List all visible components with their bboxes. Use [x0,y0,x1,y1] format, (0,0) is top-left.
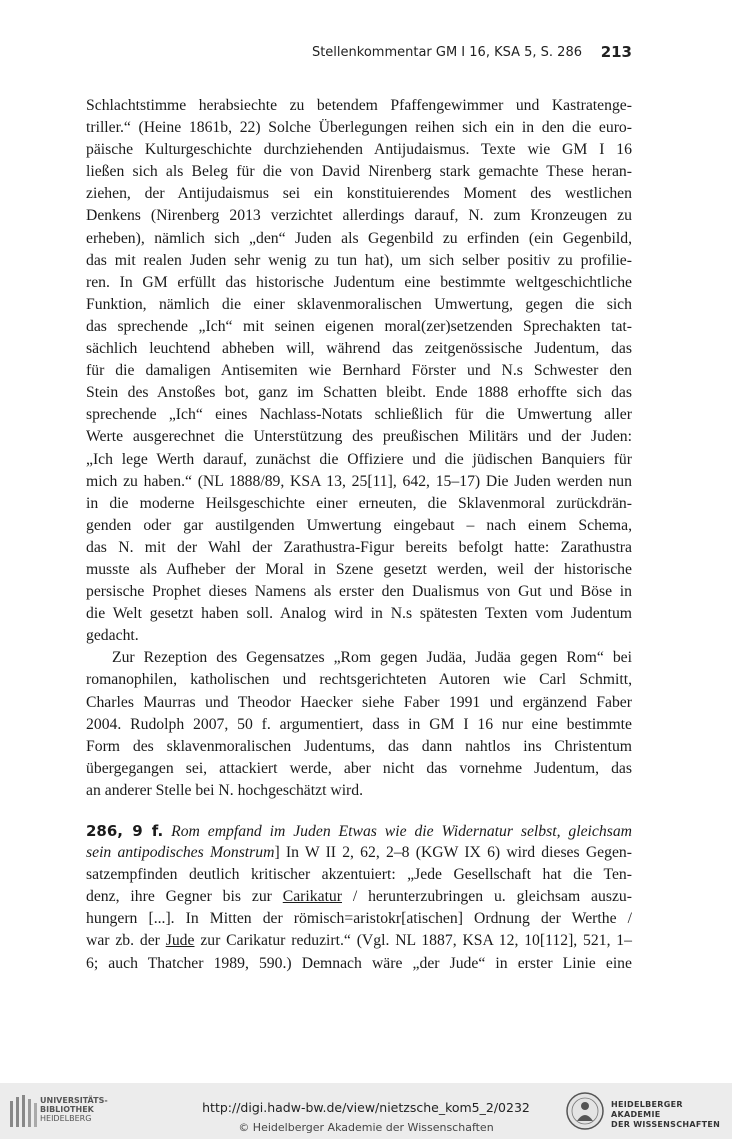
text-line: ließen sich als Beleg für die von David Nirenberg stark gemachte These heran- [86,163,632,181]
paragraph-commentary [86,95,632,647]
text-line: Zur Rezeption des Gegensatzes „Rom gegen Judäa, Judäa gegen Rom“ bei [112,649,632,667]
academy-seal-icon [565,1091,605,1131]
running-title: Stellenkommentar GM I 16, KSA 5, S. 286 [311,45,582,60]
text-line: übergegangen sei, attackiert werde, aber nicht das vornehme Judentum, das [86,759,632,777]
academy-name-line: DER WISSENSCHAFTEN [611,1120,721,1129]
text-line: triller.“ (Heine 1861b, 22) Solche Überlegungen reihen sich ein in den die euro- [86,119,632,137]
text-line: die Welt gesetzt haben soll. Analog wird in N.s spätesten Texten vom Judentum [86,605,632,623]
commentary-entry [86,820,632,975]
text-line: Funktion, nämlich die einer sklavenmoralischen Umwertung, gegen die sich [86,295,632,313]
text-line: gedacht. [86,627,139,645]
entry-text: denz, ihre Gegner bis zur [86,888,283,906]
footer-bar [0,1083,732,1139]
library-name-line: BIBLIOTHEK [40,1105,94,1114]
text-line [86,886,632,908]
text-line: musste als Aufheber der Moral in Szene gesetzt werden, weil der historische [86,560,632,578]
text-line: „Ich lege Werth darauf, zunächst die Offiziere und die jüdischen Banquiers für [86,450,632,468]
text-line: an anderer Stelle bei N. hochgeschätzt wird. [86,781,364,799]
library-name-line: UNIVERSITÄTS- [40,1096,108,1105]
text-line: erheben), nämlich sich „den“ Juden als Gegenbild zu erfinden (ein Gegenbild, [86,229,632,247]
text-line: das N. mit der Wahl der Zarathustra-Figur bereits befolgt hatte: Zarathustra [86,538,632,556]
entry-text: ] In W II 2, 62, 2–8 (KGW IX 6) wird dieses Gegen- [274,844,632,862]
lemma-quote-cont: sein antipodisches Monstrum [86,844,275,862]
entry-text: war zb. der [86,932,166,950]
text-line: Charles Maurras und Theodor Haecker siehe Faber 1991 und ergänzend Faber [86,693,632,711]
text-line: päische Kulturgeschichte durchziehenden Antijudaismus. Texte wie GM I 16 [86,141,632,159]
text-line: ren. In GM erfüllt das historische Judentum eine bestimmte weltgeschichtliche [86,273,632,291]
text-line [86,820,632,842]
academy-name [611,1100,732,1130]
text-line: hungern [...]. In Mitten der römisch=aristokr[atischen] Ordnung der Werthe / [86,910,632,928]
academy-name-line: HEIDELBERGER AKADEMIE [611,1100,683,1119]
text-line: in die moderne Heilsgeschichte einer erneuten, die Sklavenmoral zurückdrän- [86,494,632,512]
lemma-quote: Rom empfand im Juden Etwas wie die Widernatur selbst, gleichsam [171,823,633,840]
underlined-word: Carikatur [282,888,342,906]
text-line: Form des sklavenmoralischen Judentums, das dann nahtlos ins Christentum [86,737,632,755]
text-line [86,930,632,952]
text-line: sprechende „Ich“ eines Nachlass-Notats schließlich für die Umwertung aller [86,406,632,424]
text-line: das mit realen Juden sehr wenig zu tun hat), um sich selber positiv zu profilie- [86,251,632,269]
text-line: genden oder gar austilgenden Umwertung eingebaut – nach einem Schema, [86,516,632,534]
text-line: für die damaligen Antisemiten wie Bernhard Förster und N.s Schwester den [86,362,632,380]
entry-reference: 286, 9 f. [86,822,164,840]
text-line: persische Prophet dieses Namens als erster den Dualismus von Gut und Böse in [86,583,632,601]
entry-text: / herunterzubringen u. gleichsam auszu- [342,888,632,906]
permalink[interactable]: http://digi.hadw-bw.de/view/nietzsche_kom5_2/0232 [202,1100,530,1115]
text-line: sächlich leuchtend abheben will, während das zeitgenössische Judentum, das [86,340,632,358]
entry-text: zur Carikatur reduzirt.“ (Vgl. NL 1887, KSA 12, 10[112], 521, 1– [194,932,632,950]
text-line: Schlachtstimme herabsiechte zu betendem Pfaffengewimmer und Kastratenge- [86,97,632,114]
page-number: 213 [600,43,632,61]
text-line: ziehen, der Antijudaismus sei ein konstituierendes Moment des westlichen [86,185,632,203]
text-line: Denkens (Nirenberg 2013 verzichtet allerdings darauf, N. zum Kronzeugen zu [86,207,632,225]
text-line: 2004. Rudolph 2007, 50 f. argumentiert, dass in GM I 16 nur eine bestimmte [86,715,632,733]
text-line: das sprechende „Ich“ mit seinen eigenen moral(zer)setzenden Sprechakten tat- [86,317,632,335]
text-line [86,842,632,864]
text-line: Werte ausgerechnet die Unterstützung des preußischen Militärs und der Juden: [86,428,632,446]
text-line: satzempfinden deutlich kritischer akzentuiert: „Jede Gesellschaft hat die Ten- [86,866,632,884]
paragraph-reception [86,647,632,802]
text-line: romanophilen, katholischen und rechtsgerichteten Autoren wie Carl Schmitt, [86,671,632,689]
text-line: 6; auch Thatcher 1989, 590.) Demnach wäre „der Jude“ in erster Linie eine [86,954,632,972]
underlined-word: Jude [165,932,195,950]
library-name-line: HEIDELBERG [40,1114,92,1123]
page-body [86,95,632,975]
text-line: Stein des Anstoßes bot, ganz im Schatten bleibt. Ende 1888 erhoffte sich das [86,384,632,402]
page-header [86,42,632,64]
copyright-notice: © Heidelberger Akademie der Wissenschaften [238,1121,494,1134]
text-line: mich zu haben.“ (NL 1888/89, KSA 13, 25[11], 642, 15–17) Die Juden werden nun [86,472,632,490]
